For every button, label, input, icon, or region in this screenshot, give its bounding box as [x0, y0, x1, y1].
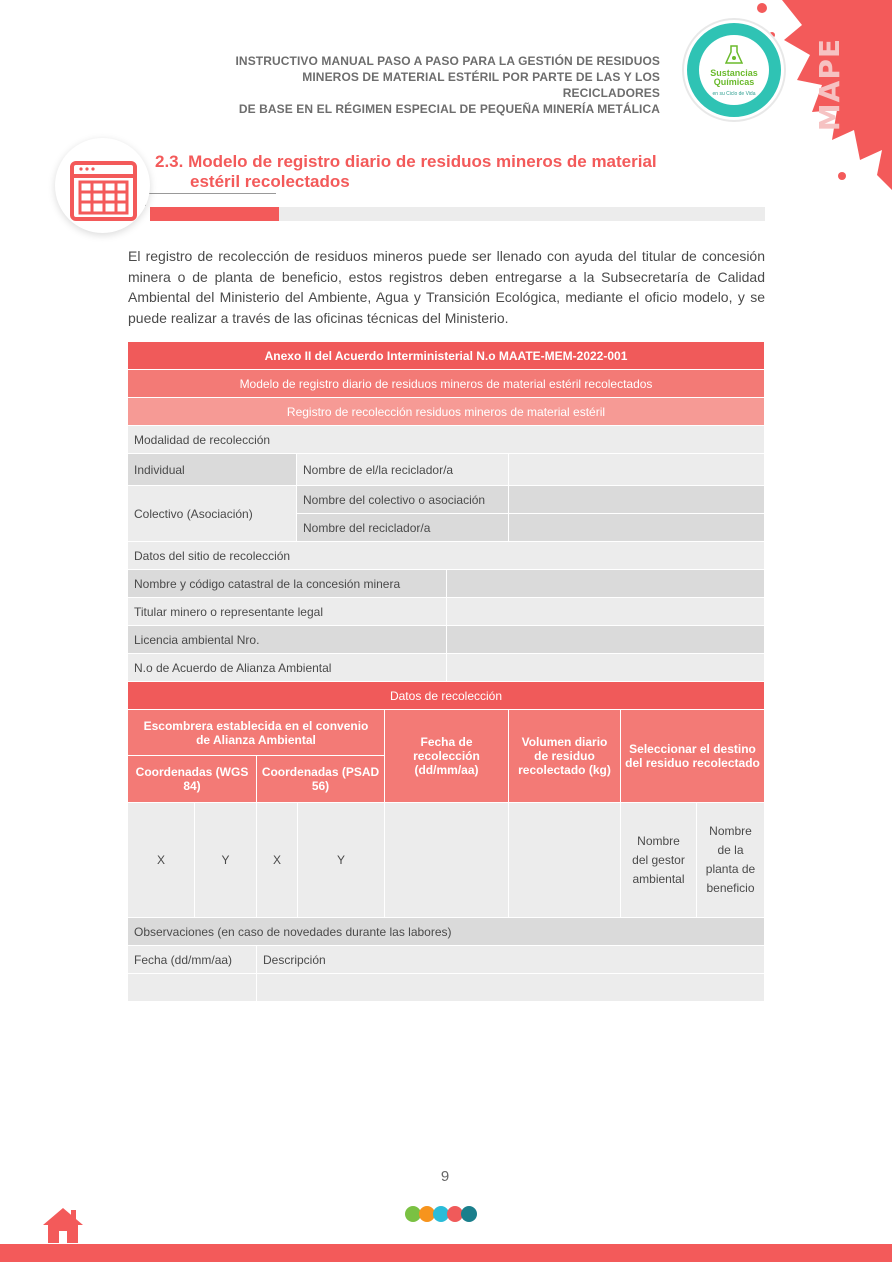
logo-tagline: en su Ciclo de Vida — [712, 91, 756, 97]
fecha-recoleccion-header: Fecha de recolección (dd/mm/aa) — [385, 710, 509, 803]
volumen-field[interactable] — [509, 803, 621, 918]
psad-x-label: X — [257, 803, 298, 918]
header-line-1: INSTRUCTIVO MANUAL PASO A PASO PARA LA GESTIÓN DE RESIDUOS — [235, 54, 660, 68]
section-title-line-2: estéril recolectados — [190, 172, 350, 191]
color-dots — [405, 1206, 475, 1222]
section-progress-fill — [150, 207, 279, 221]
escombrera-header: Escombrera establecida en el convenio de Alianza Ambiental — [128, 710, 385, 756]
sitio-row-field[interactable] — [447, 654, 765, 682]
planta-beneficio-label: Nombre de la planta de beneficio — [697, 803, 765, 918]
colectivo-label: Colectivo (Asociación) — [128, 486, 297, 542]
sustancias-quimicas-logo — [684, 20, 784, 120]
wgs-x-label: X — [128, 803, 195, 918]
gestor-ambiental-label: Nombre del gestor ambiental — [621, 803, 697, 918]
descripcion-field[interactable] — [257, 974, 765, 1002]
sitio-row-field[interactable] — [447, 626, 765, 654]
wgs-y-label: Y — [195, 803, 257, 918]
home-icon[interactable] — [40, 1205, 86, 1245]
page-number: 9 — [440, 1168, 450, 1185]
sitio-row-field[interactable] — [447, 570, 765, 598]
psad-y-label: Y — [298, 803, 385, 918]
observaciones-label: Observaciones (en caso de novedades durante las labores) — [128, 918, 765, 946]
individual-label: Individual — [128, 454, 297, 486]
fecha-recoleccion-field[interactable] — [385, 803, 509, 918]
section-icon-badge — [55, 138, 150, 233]
color-dot — [461, 1206, 477, 1222]
nombre-reciclador-a-label: Nombre de el/la reciclador/a — [297, 454, 509, 486]
side-tab-label: MAPE — [813, 38, 846, 132]
footer-bar — [0, 1244, 892, 1262]
volumen-header: Volumen diario de residuo recolectado (kg) — [509, 710, 621, 803]
section-title-line-1: 2.3. Modelo de registro diario de residuos mineros de material — [155, 152, 657, 171]
logo-name: Sustancias Químicas — [710, 68, 758, 87]
datos-recoleccion-header: Datos de recolección — [128, 682, 765, 710]
coord-wgs-header: Coordenadas (WGS 84) — [128, 756, 257, 803]
intro-paragraph: El registro de recolección de residuos mineros puede ser llenado con ayuda del titular de concesión minera o de planta de beneficio, estos registros deben entregarse a la Subsecretaría de Calidad Ambiental del Ministerio del Ambiente, Agua y Transición Ecológica, mediante el oficio modelo, y se puede realizar a través de las oficinas técnicas del Ministerio. — [128, 248, 765, 326]
document-header-title — [230, 53, 660, 117]
registro-table — [128, 342, 765, 1002]
table-title-registro: Registro de recolección residuos mineros de material estéril — [128, 398, 765, 426]
sitio-row-label: Nombre y código catastral de la concesión minera — [128, 570, 447, 598]
sitio-row-label: N.o de Acuerdo de Alianza Ambiental — [128, 654, 447, 682]
nombre-colectivo-field[interactable] — [509, 486, 765, 514]
table-title-modelo: Modelo de registro diario de residuos mineros de material estéril recolectados — [128, 370, 765, 398]
destino-header: Seleccionar el destino del residuo recolectado — [621, 710, 765, 803]
header-line-2: MINEROS DE MATERIAL ESTÉRIL POR PARTE DE LAS Y LOS RECICLADORES — [302, 70, 660, 100]
fecha-field[interactable] — [128, 974, 257, 1002]
table-grid-icon — [55, 138, 150, 233]
flask-icon — [725, 45, 743, 65]
modalidad-label: Modalidad de recolección — [128, 426, 765, 454]
header-line-3: DE BASE EN EL RÉGIMEN ESPECIAL DE PEQUEÑA MINERÍA METÁLICA — [238, 102, 660, 116]
nombre-reciclador-a-field[interactable] — [509, 454, 765, 486]
coord-psad-header: Coordenadas (PSAD 56) — [257, 756, 385, 803]
heading-connector-line — [145, 193, 276, 206]
section-title — [155, 152, 715, 192]
nombre-reciclador-field[interactable] — [509, 514, 765, 542]
nombre-reciclador-label: Nombre del reciclador/a — [297, 514, 509, 542]
sitio-row-label: Licencia ambiental Nro. — [128, 626, 447, 654]
nombre-colectivo-label: Nombre del colectivo o asociación — [297, 486, 509, 514]
datos-sitio-label: Datos del sitio de recolección — [128, 542, 765, 570]
sitio-row-label: Titular minero o representante legal — [128, 598, 447, 626]
sitio-row-field[interactable] — [447, 598, 765, 626]
fecha-label: Fecha (dd/mm/aa) — [128, 946, 257, 974]
descripcion-label: Descripción — [257, 946, 765, 974]
table-title-anexo: Anexo II del Acuerdo Interministerial N.o MAATE-MEM-2022-001 — [128, 342, 765, 370]
